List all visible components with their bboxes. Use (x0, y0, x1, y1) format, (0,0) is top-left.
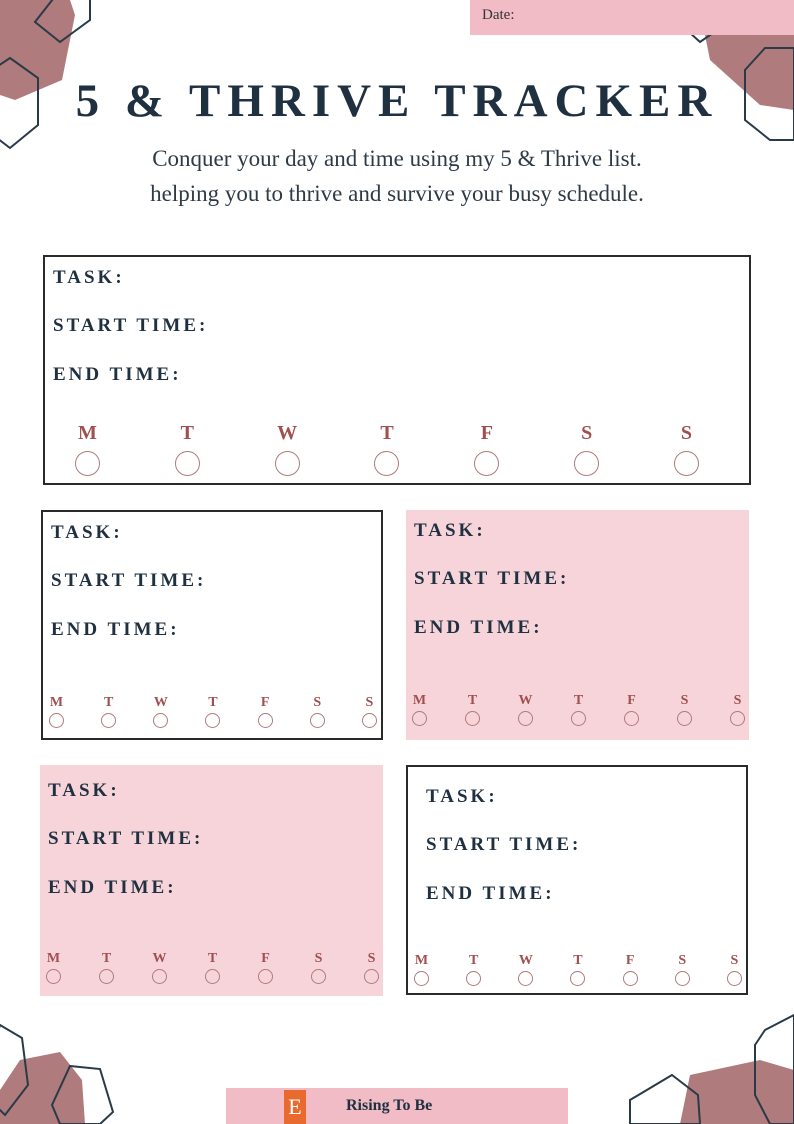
etsy-logo: E (284, 1090, 306, 1124)
day-checkbox[interactable] (205, 969, 220, 984)
day-checkbox[interactable] (364, 969, 379, 984)
day-checkbox[interactable] (205, 713, 220, 728)
date-label: Date: (482, 7, 515, 23)
end-label: END TIME: (53, 364, 182, 385)
day-letter: S (733, 693, 742, 708)
day-letter: W (153, 695, 168, 710)
day-checkbox[interactable] (414, 971, 429, 986)
day-letter: F (625, 953, 635, 968)
day-checkbox[interactable] (258, 713, 273, 728)
day-letter: T (467, 693, 478, 708)
day-6 (364, 951, 379, 984)
day-letter: M (46, 951, 61, 966)
day-2 (275, 422, 300, 476)
day-4 (624, 693, 639, 726)
day-checkbox[interactable] (374, 451, 399, 476)
day-letter: S (365, 695, 374, 710)
day-letter: M (414, 953, 429, 968)
day-letter: T (208, 695, 218, 710)
day-letter: S (678, 953, 687, 968)
start-label: START TIME: (48, 828, 204, 849)
day-letter: T (207, 951, 218, 966)
day-0 (49, 695, 64, 728)
day-letter: S (314, 951, 323, 966)
start-label: START TIME: (51, 570, 207, 591)
weekday-checklist (43, 695, 381, 728)
day-2 (518, 953, 533, 986)
day-1 (101, 695, 116, 728)
day-letter: S (680, 422, 693, 444)
task-label: TASK: (48, 780, 120, 801)
day-letter: T (573, 953, 583, 968)
day-checkbox[interactable] (674, 451, 699, 476)
day-checkbox[interactable] (152, 969, 167, 984)
day-checkbox[interactable] (518, 971, 533, 986)
day-checkbox[interactable] (310, 713, 325, 728)
day-5 (310, 695, 325, 728)
day-letter: W (518, 693, 533, 708)
day-2 (152, 951, 167, 984)
shop-name: Rising To Be (346, 1097, 433, 1114)
day-checkbox[interactable] (99, 969, 114, 984)
end-label: END TIME: (48, 877, 177, 898)
task-label: TASK: (51, 522, 123, 543)
day-letter: W (277, 422, 298, 444)
day-letter: T (180, 422, 194, 444)
end-label: END TIME: (426, 883, 555, 904)
day-letter: S (581, 422, 593, 444)
day-letter: W (518, 953, 533, 968)
day-checkbox[interactable] (571, 711, 586, 726)
day-6 (674, 422, 699, 476)
tracker-card (406, 765, 748, 995)
weekday-checklist (408, 953, 746, 986)
day-checkbox[interactable] (311, 969, 326, 984)
day-3 (571, 693, 586, 726)
date-field[interactable] (470, 0, 794, 35)
day-letter: M (49, 695, 64, 710)
day-checkbox[interactable] (362, 713, 377, 728)
day-0 (414, 953, 429, 986)
day-3 (205, 951, 220, 984)
day-checkbox[interactable] (46, 969, 61, 984)
day-checkbox[interactable] (730, 711, 745, 726)
day-checkbox[interactable] (75, 451, 100, 476)
day-2 (518, 693, 533, 726)
start-label: START TIME: (414, 568, 570, 589)
day-1 (465, 693, 480, 726)
day-checkbox[interactable] (570, 971, 585, 986)
day-6 (362, 695, 377, 728)
weekday-checklist (40, 951, 383, 984)
day-checkbox[interactable] (727, 971, 742, 986)
task-label: TASK: (426, 786, 498, 807)
day-0 (46, 951, 61, 984)
day-checkbox[interactable] (466, 971, 481, 986)
footer-banner (226, 1088, 568, 1124)
day-1 (99, 951, 114, 984)
day-5 (675, 953, 690, 986)
day-letter: F (480, 422, 493, 444)
day-letter: F (260, 695, 270, 710)
day-checkbox[interactable] (623, 971, 638, 986)
day-5 (311, 951, 326, 984)
day-checkbox[interactable] (574, 451, 599, 476)
day-4 (258, 695, 273, 728)
day-letter: T (468, 953, 479, 968)
start-label: START TIME: (426, 834, 582, 855)
day-0 (75, 422, 100, 476)
day-3 (570, 953, 585, 986)
day-checkbox[interactable] (675, 971, 690, 986)
day-checkbox[interactable] (518, 711, 533, 726)
day-4 (623, 953, 638, 986)
day-checkbox[interactable] (677, 711, 692, 726)
subtitle-line-2: helping you to thrive and survive your busy schedule. (150, 181, 644, 206)
day-1 (466, 953, 481, 986)
day-checkbox[interactable] (624, 711, 639, 726)
day-5 (677, 693, 692, 726)
subtitle-line-1: Conquer your day and time using my 5 & Thrive list. (152, 146, 642, 171)
day-letter: M (412, 693, 427, 708)
day-1 (175, 422, 200, 476)
tracker-card (40, 765, 383, 996)
day-letter: F (627, 693, 636, 708)
day-0 (412, 693, 427, 726)
day-6 (727, 953, 742, 986)
day-3 (374, 422, 399, 476)
day-checkbox[interactable] (474, 451, 499, 476)
day-letter: S (680, 693, 689, 708)
page-title: 5 & THRIVE TRACKER (75, 75, 719, 127)
tracker-card (41, 510, 383, 740)
day-5 (574, 422, 599, 476)
tracker-card (43, 255, 751, 485)
day-letter: F (261, 951, 270, 966)
day-6 (730, 693, 745, 726)
day-letter: T (103, 695, 114, 710)
day-4 (258, 951, 273, 984)
day-letter: M (78, 422, 97, 444)
start-label: START TIME: (53, 315, 209, 336)
day-letter: T (573, 693, 584, 708)
tracker-card (406, 510, 749, 740)
day-checkbox[interactable] (275, 451, 300, 476)
day-checkbox[interactable] (49, 713, 64, 728)
day-letter: S (313, 695, 322, 710)
end-label: END TIME: (414, 617, 543, 638)
day-letter: T (380, 422, 394, 444)
day-letter: T (101, 951, 112, 966)
day-checkbox[interactable] (258, 969, 273, 984)
weekday-checklist (406, 693, 749, 726)
day-checkbox[interactable] (101, 713, 116, 728)
end-label: END TIME: (51, 619, 180, 640)
day-checkbox[interactable] (412, 711, 427, 726)
day-letter: S (730, 953, 739, 968)
day-2 (153, 695, 168, 728)
task-label: TASK: (414, 520, 486, 541)
day-4 (474, 422, 499, 476)
day-checkbox[interactable] (465, 711, 480, 726)
day-3 (205, 695, 220, 728)
day-checkbox[interactable] (175, 451, 200, 476)
task-label: TASK: (53, 267, 125, 288)
day-letter: S (367, 951, 376, 966)
day-checkbox[interactable] (153, 713, 168, 728)
day-letter: W (152, 951, 167, 966)
weekday-checklist (45, 422, 749, 476)
